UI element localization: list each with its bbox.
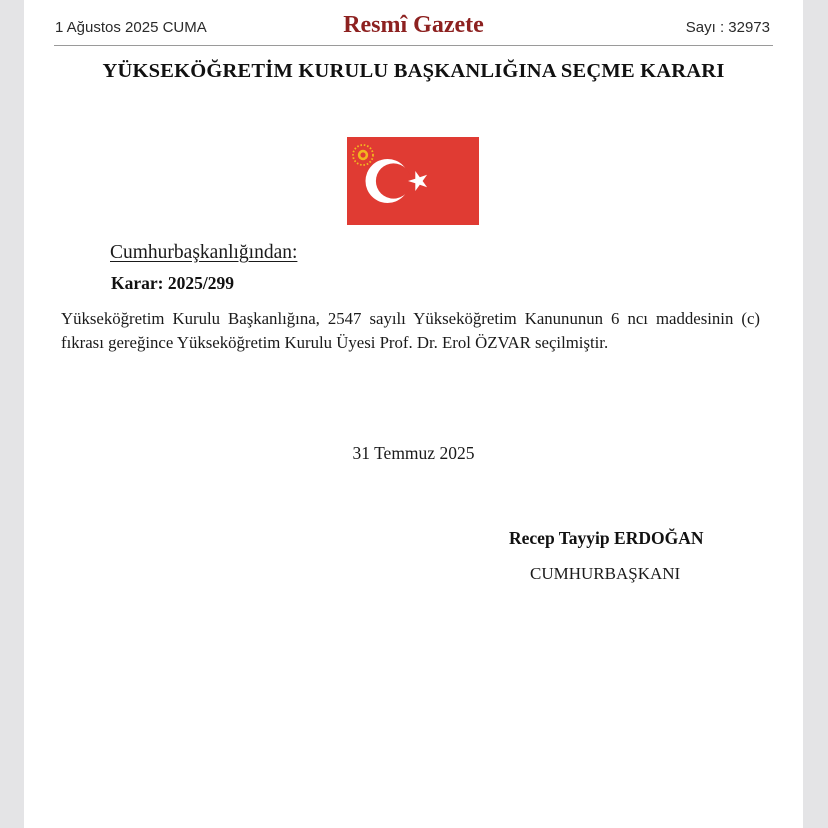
turkish-flag-icon bbox=[347, 137, 479, 225]
header-divider bbox=[54, 45, 773, 46]
decision-text: Yükseköğretim Kurulu Başkanlığına, 2547 sayılı Yükseköğretim Kanununun 6 ncı maddesinin (c) fıkrası gereğince Yükseköğretim Kurulu Üyesi Prof. Dr. Erol ÖZVAR seçilmiştir. bbox=[61, 309, 760, 352]
decision-date: 31 Temmuz 2025 bbox=[352, 443, 475, 463]
issuing-authority: Cumhurbaşkanlığından: bbox=[110, 242, 298, 263]
signer-name: Recep Tayyip ERDOĞAN bbox=[509, 528, 704, 548]
issue-date: 1 Ağustos 2025 CUMA bbox=[55, 19, 207, 36]
signer-title: CUMHURBAŞKANI bbox=[530, 564, 681, 583]
issue-number: Sayı : 32973 bbox=[685, 19, 770, 36]
document-heading: YÜKSEKÖĞRETİM KURULU BAŞKANLIĞINA SEÇME KARARI bbox=[102, 60, 725, 82]
publication-title: Resmî Gazete bbox=[343, 12, 484, 38]
gazette-page bbox=[24, 0, 803, 828]
decision-number: Karar: 2025/299 bbox=[111, 273, 234, 293]
